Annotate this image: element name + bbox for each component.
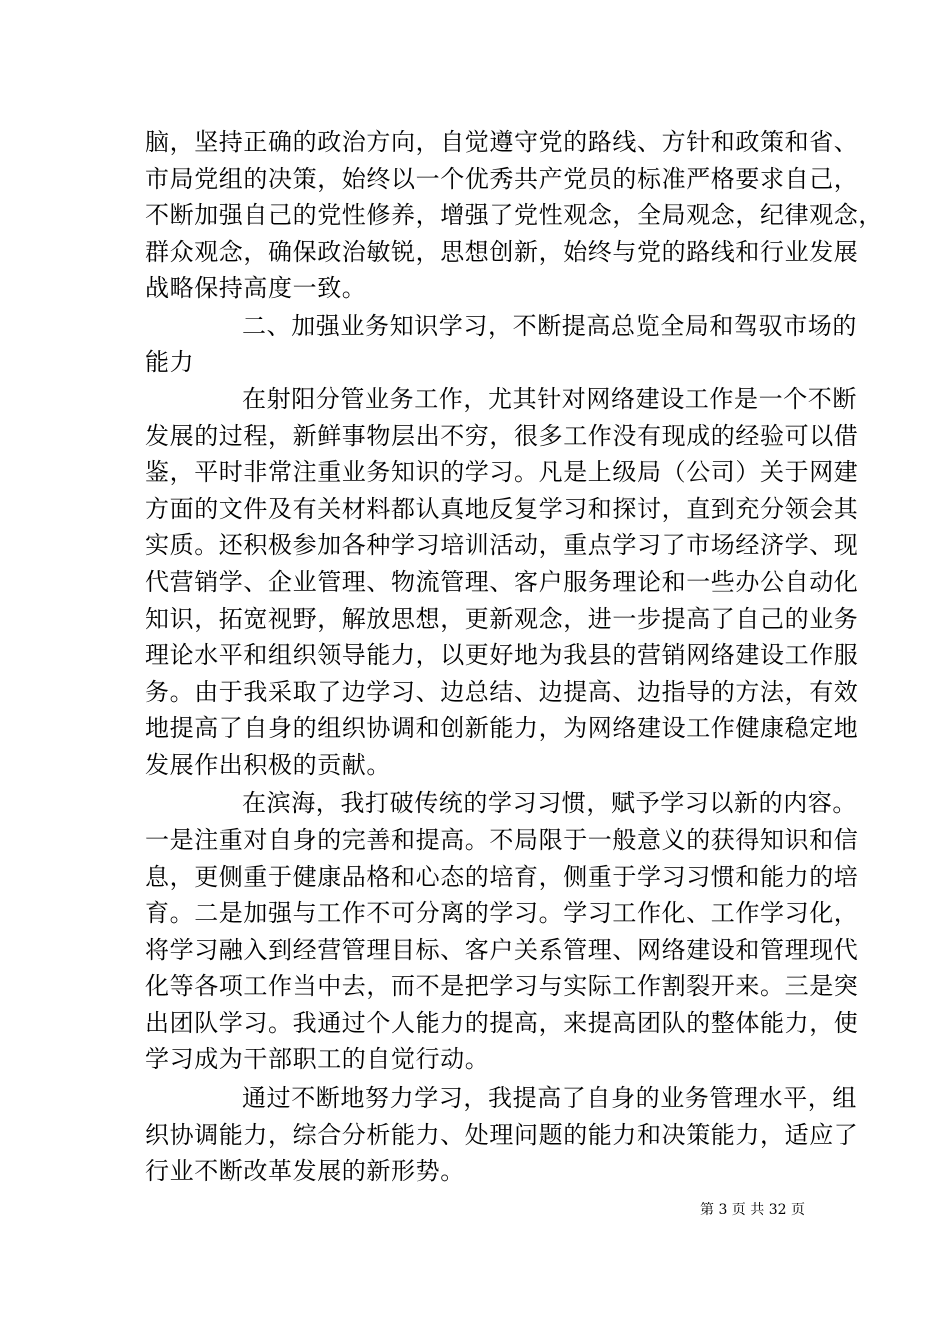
body-text-line: 发展的过程，新鲜事物层出不穷，很多工作没有现成的经验可以借: [145, 422, 859, 450]
paragraph-first-line: 通过不断地努力学习，我提高了自身的业务管理水平，组: [242, 1084, 857, 1112]
body-text-line: 学习成为干部职工的自觉行动。: [145, 1045, 490, 1073]
body-text-line: 一是注重对自身的完善和提高。不局限于一般意义的获得知识和信: [145, 826, 859, 854]
body-text-line: 方面的文件及有关材料都认真地反复学习和探讨，直到充分领会其: [145, 495, 859, 523]
body-text-line: 地提高了自身的组织协调和创新能力，为网络建设工作健康稳定地: [145, 714, 859, 742]
body-text-line: 知识，拓宽视野，解放思想，更新观念，进一步提高了自己的业务: [145, 605, 859, 633]
body-text-line: 脑，坚持正确的政治方向，自觉遵守党的路线、方针和政策和省、: [145, 128, 859, 156]
page-number-footer: 第 3 页 共 32 页: [700, 1202, 805, 1218]
body-text-line: 理论水平和组织领导能力，以更好地为我县的营销网络建设工作服: [145, 641, 859, 669]
section-heading: 二、加强业务知识学习，不断提高总览全局和驾驭市场的: [242, 312, 857, 340]
body-text-line: 不断加强自己的党性修养，增强了党性观念，全局观念，纪律观念，: [145, 201, 883, 229]
body-text-line: 群众观念，确保政治敏锐，思想创新，始终与党的路线和行业发展: [145, 238, 859, 266]
body-text-line: 鉴，平时非常注重业务知识的学习。凡是上级局（公司）关于网建: [145, 458, 859, 486]
body-text-line: 务。由于我采取了边学习、边总结、边提高、边指导的方法，有效: [145, 678, 859, 706]
body-text-line: 化等各项工作当中去，而不是把学习与实际工作割裂开来。三是突: [145, 972, 859, 1000]
paragraph-first-line: 在射阳分管业务工作，尤其针对网络建设工作是一个不断: [242, 385, 857, 413]
body-text-line: 战略保持高度一致。: [145, 274, 367, 302]
body-text-line: 育。二是加强与工作不可分离的学习。学习工作化、工作学习化，: [145, 899, 859, 927]
body-text-line: 息，更侧重于健康品格和心态的培育，侧重于学习习惯和能力的培: [145, 863, 859, 891]
paragraph-first-line: 在滨海，我打破传统的学习习惯，赋予学习以新的内容。: [242, 789, 857, 817]
body-text-line: 市局党组的决策，始终以一个优秀共产党员的标准严格要求自己，: [145, 165, 859, 193]
body-text-line: 出团队学习。我通过个人能力的提高，来提高团队的整体能力，使: [145, 1009, 859, 1037]
body-text-line: 行业不断改革发展的新形势。: [145, 1157, 465, 1185]
body-text-line: 织协调能力，综合分析能力、处理问题的能力和决策能力，适应了: [145, 1121, 859, 1149]
body-text-line: 代营销学、企业管理、物流管理、客户服务理论和一些办公自动化: [145, 568, 859, 596]
body-text-line: 将学习融入到经营管理目标、客户关系管理、网络建设和管理现代: [145, 936, 859, 964]
body-text-line: 发展作出积极的贡献。: [145, 751, 391, 779]
section-heading-continued: 能力: [145, 348, 195, 376]
body-text-line: 实质。还积极参加各种学习培训活动，重点学习了市场经济学、现: [145, 531, 859, 559]
